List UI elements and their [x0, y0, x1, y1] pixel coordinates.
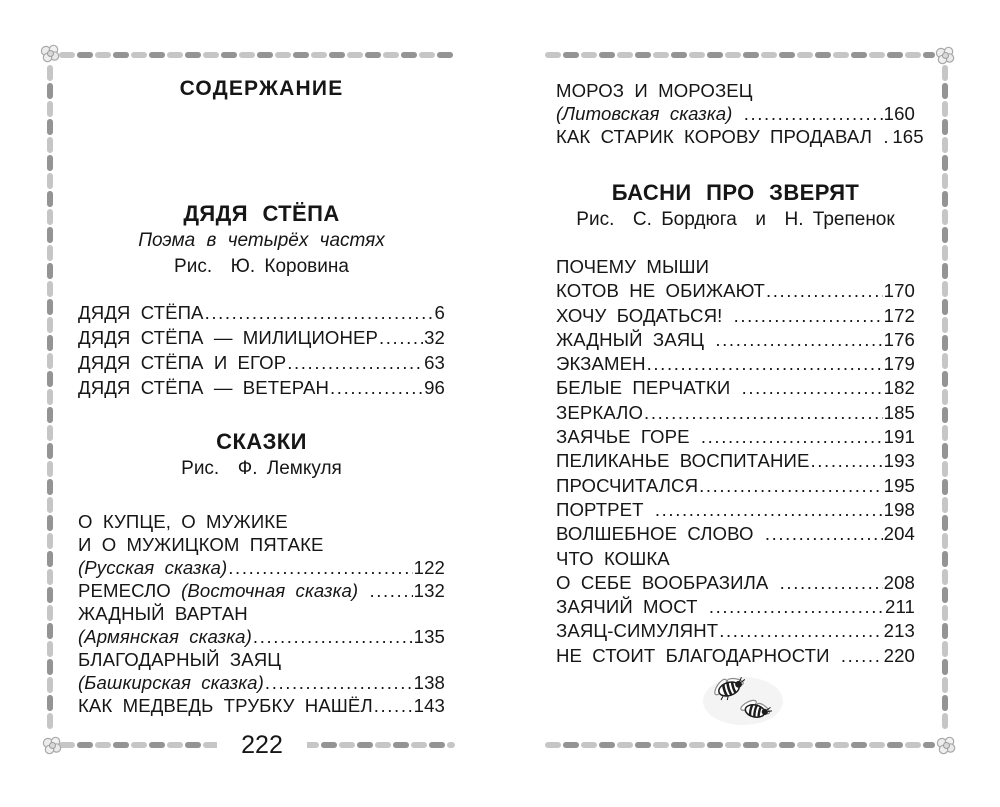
dot-leader	[715, 328, 882, 352]
dot-leader	[330, 375, 423, 400]
entry-page-number: 204	[883, 523, 915, 545]
toc-entry-list	[78, 510, 445, 717]
toc-entry-line	[556, 425, 915, 449]
toc-section-dyadya-stepa	[78, 200, 445, 400]
toc-entry-line	[556, 571, 915, 595]
dot-leader	[734, 304, 883, 328]
toc-entry-line	[556, 376, 915, 400]
entry-title: КОТОВ НЕ ОБИЖАЮТ	[556, 280, 765, 302]
dot-leader	[228, 556, 412, 579]
dot-leader	[374, 694, 413, 717]
entry-page-number: 182	[883, 377, 915, 399]
toc-entry-list	[556, 79, 924, 148]
dot-leader	[369, 579, 412, 602]
toc-entry-line	[556, 79, 915, 102]
entry-page-number: 96	[424, 377, 445, 398]
entry-title: КАК СТАРИК КОРОВУ ПРОДАВАЛ	[556, 126, 883, 147]
entry-title: ЗАЯЧЬЕ ГОРЕ	[556, 426, 700, 448]
dot-leader	[780, 571, 883, 595]
dot-leader	[883, 125, 891, 148]
entry-title: ЗАЯЦ-СИМУЛЯНТ	[556, 620, 719, 642]
entry-title: (Башкирская сказка)	[78, 672, 264, 693]
entry-title: НЕ СТОИТ БЛАГОДАРНОСТИ	[556, 644, 840, 666]
toc-entry-line	[78, 556, 445, 579]
toc-entry-line	[556, 449, 915, 473]
entry-page-number: 198	[883, 498, 915, 520]
entry-title: ЖАДНЫЙ ВАРТАН	[78, 603, 248, 624]
entry-page-number: 6	[434, 302, 445, 323]
entry-page-number: 213	[883, 620, 915, 642]
dot-leader	[287, 350, 423, 375]
toc-entry-line	[556, 522, 915, 546]
dot-leader	[265, 671, 413, 694]
entry-page-number: 179	[883, 353, 915, 375]
illustrator-credit: Рис. Ф. Лемкуля	[181, 458, 342, 479]
dot-leader	[644, 401, 883, 425]
toc-entry-line	[556, 304, 915, 328]
toc-entry-line	[556, 102, 915, 125]
toc-section-skazki	[78, 428, 445, 717]
entry-page-number: 185	[883, 401, 915, 423]
section-heading: ДЯДЯ СТЁПА	[183, 201, 340, 226]
entry-page-number: 193	[883, 450, 915, 472]
dot-leader	[655, 498, 883, 522]
entry-page-number: 208	[883, 571, 915, 593]
entry-title: МОРОЗ И МОРОЗЕЦ	[556, 80, 753, 101]
entry-title: ЗЕРКАЛО	[556, 401, 644, 423]
toc-entry-line	[78, 602, 445, 625]
entry-page-number: 191	[883, 426, 915, 448]
toc-entry-line	[78, 533, 445, 556]
entry-title: ПОЧЕМУ МЫШИ	[556, 256, 710, 277]
dot-leader	[379, 325, 423, 350]
entry-title: ДЯДЯ СТЁПА И ЕГОР	[78, 352, 287, 373]
toc-entry-line	[78, 579, 445, 602]
entry-title: (Восточная сказка)	[181, 580, 369, 601]
bees-illustration	[693, 665, 789, 731]
toc-title: СОДЕРЖАНИЕ	[179, 77, 344, 100]
entry-title: ПРОСЧИТАЛСЯ	[556, 474, 699, 496]
entry-page-number: 195	[883, 474, 915, 496]
entry-title: (Литовская сказка)	[556, 103, 743, 124]
toc-entry-line	[556, 619, 915, 643]
dot-leader	[841, 644, 883, 668]
entry-title: О СЕБЕ ВООБРАЗИЛА	[556, 571, 779, 593]
entry-title: ДЯДЯ СТЁПА — МИЛИЦИОНЕР	[78, 327, 379, 348]
toc-entry-line	[556, 401, 915, 425]
entry-page-number: 63	[424, 352, 445, 373]
entry-page-number: 160	[883, 103, 915, 124]
toc-entry-list	[556, 255, 915, 668]
toc-entry-line	[556, 474, 915, 498]
toc-entry-line	[556, 352, 915, 376]
entry-title: БЕЛЫЕ ПЕРЧАТКИ	[556, 377, 741, 399]
toc-entry-line	[78, 375, 445, 400]
entry-title: ДЯДЯ СТЁПА	[78, 302, 204, 323]
entry-title: ХОЧУ БОДАТЬСЯ!	[556, 304, 733, 326]
entry-title: КАК МЕДВЕДЬ ТРУБКУ НАШЁЛ	[78, 695, 373, 716]
toc-entry-line	[78, 325, 445, 350]
toc-page-left	[45, 55, 455, 745]
toc-entry-line	[556, 255, 915, 279]
toc-entry-line	[78, 300, 445, 325]
dot-leader	[742, 376, 883, 400]
entry-title: ЭКЗАМЕН	[556, 353, 646, 375]
entry-page-number: 220	[883, 644, 915, 666]
entry-title: ДЯДЯ СТЁПА — ВЕТЕРАН	[78, 377, 330, 398]
toc-section-top-right	[556, 79, 924, 148]
entry-title: (Русская сказка)	[78, 557, 228, 578]
entry-page-number: 170	[883, 280, 915, 302]
illustrator-credit: Рис. Ю. Коровина	[174, 256, 349, 277]
entry-page-number: 132	[413, 580, 445, 601]
toc-entry-list	[78, 300, 445, 400]
entry-page-number: 165	[892, 126, 924, 147]
dot-leader	[765, 522, 883, 546]
entry-title: ЗАЯЧИЙ МОСТ	[556, 596, 708, 618]
toc-entry-line	[78, 671, 445, 694]
toc-entry-line	[78, 694, 445, 717]
entry-page-number: 122	[413, 557, 445, 578]
entry-page-number: 143	[413, 695, 445, 716]
toc-entry-line	[78, 510, 445, 533]
entry-title: БЛАГОДАРНЫЙ ЗАЯЦ	[78, 649, 282, 670]
toc-page-right	[545, 55, 945, 745]
entry-title: РЕМЕСЛО	[78, 580, 182, 601]
entry-page-number: 32	[424, 327, 445, 348]
toc-entry-line	[556, 328, 915, 352]
toc-entry-line	[556, 595, 915, 619]
toc-entry-line	[556, 279, 915, 303]
dot-leader	[205, 300, 434, 325]
entry-title: ВОЛШЕБНОЕ СЛОВО	[556, 523, 764, 545]
section-heading: БАСНИ ПРО ЗВЕРЯТ	[611, 180, 860, 205]
entry-page-number: 176	[883, 328, 915, 350]
entry-page-number: 172	[883, 304, 915, 326]
dot-leader	[647, 352, 883, 376]
dot-leader	[253, 625, 413, 648]
dot-leader	[744, 102, 883, 125]
dot-leader	[709, 595, 884, 619]
entry-page-number: 211	[885, 596, 915, 618]
entry-title: И О МУЖИЦКОМ ПЯТАКЕ	[78, 534, 324, 555]
toc-entry-line	[78, 625, 445, 648]
entry-title: ЖАДНЫЙ ЗАЯЦ	[556, 328, 715, 350]
section-subtitle: Поэма в четырёх частях	[138, 230, 385, 251]
entry-page-number: 138	[413, 672, 445, 693]
page-number: 222	[217, 730, 307, 760]
toc-entry-line	[78, 350, 445, 375]
toc-entry-line	[556, 547, 915, 571]
dot-leader	[811, 449, 883, 473]
entry-title: ПОРТРЕТ	[556, 498, 654, 520]
toc-entry-line	[556, 125, 924, 148]
illustrator-credit: Рис. С. Бордюга и Н. Трепенок	[576, 209, 895, 230]
toc-entry-line	[556, 498, 915, 522]
section-heading: СКАЗКИ	[216, 429, 307, 454]
dot-leader	[701, 425, 883, 449]
entry-page-number: 135	[413, 626, 445, 647]
toc-section-basni-pro-zveryat	[556, 179, 915, 668]
entry-title: О КУПЦЕ, О МУЖИКЕ	[78, 511, 288, 532]
entry-title: ЧТО КОШКА	[556, 547, 670, 569]
entry-title: (Армянская сказка)	[78, 626, 252, 647]
dot-leader	[699, 474, 883, 498]
dot-leader	[766, 279, 883, 303]
toc-entry-line	[78, 648, 445, 671]
entry-title: ПЕЛИКАНЬЕ ВОСПИТАНИЕ	[556, 450, 810, 472]
dot-leader	[719, 619, 882, 643]
